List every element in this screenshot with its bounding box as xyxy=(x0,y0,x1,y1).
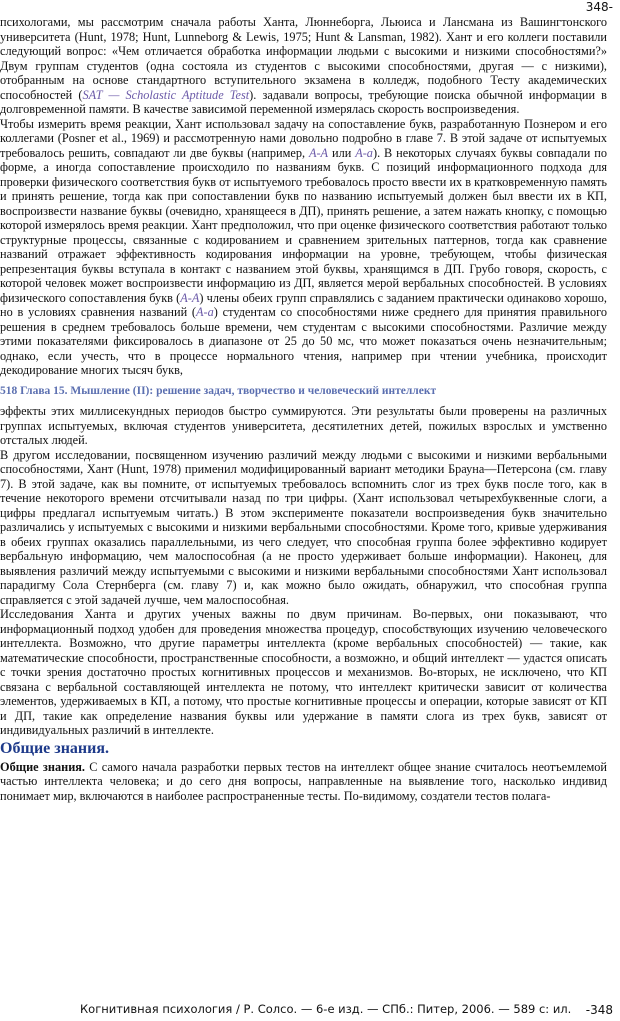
paragraph-2-end: ) студентам со способностями ниже среднего для принятия правильного решения в среднем требовалось больше времени, чем студентам с высокими способностями. Различие между этими показателями фиксировалось в диапазоне от 25 до 50 мс, что может показаться очень незначительным; однако, если учесть, что в процессе нормального чтения, например при чтении учебника, происходит декодирование многих тысяч букв, xyxy=(0,305,607,377)
paragraph-6-text: С самого начала разработки первых тестов на интеллект общее знание считалось неотъемлемой частью интеллекта человека; и до сего дня вопросы, направленные на выявление того, насколько индивид понимает мир, включаются в наиболее распространенные тесты. По-видимому, создатели тестов полага- xyxy=(0,759,607,803)
page-number-bottom: -348 xyxy=(585,1003,613,1017)
chapter-running-header: 518 Глава 15. Мышление (II): решение задач, творчество и человеческий интеллект xyxy=(0,384,437,397)
footer-citation: Когнитивная психология / Р. Солсо. — 6-е изд. — СПб.: Питер, 2006. — 589 с: ил. xyxy=(80,1002,572,1016)
paragraph-2-text: Чтобы измерить время реакции, Хант использовал задачу на сопоставление букв, разработанную Познером и его коллегами (Posner et al., 1969) и рассмотренную нами довольно подробно в главе 7. В этой задаче от испытуемых требовалось решить, совпадают ли две буквы (например, xyxy=(0,116,607,160)
page-number-top: 348- xyxy=(585,0,613,14)
paragraph-1-end: ). задавали вопросы, требующие поиска обычной информации в долговременной памяти. В качестве зависимой переменной измерялась скорость воспроизведения. xyxy=(0,87,607,116)
paragraph-1-text: психологами, мы рассмотрим сначала работы Ханта, Люннеборга, Льюиса и Лансмана из Вашингтонского университета (Hunt, 1978; Hunt, Lunneborg & Lewis, 1975; Hunt & Lansman, 1982). Хант и его коллеги поставили следующий вопрос: «Чем отличается обработка информации людьми с высокими и низкими способностями?» Двум группам студентов (одна состояла из студентов с высокими способностями, другая — с низкими), отобранным на основе стандартного вступительного экзамена в колледж, подобного Тесту академических способностей ( xyxy=(0,15,607,102)
letter-pair-aa: A-A xyxy=(308,145,329,160)
sat-term: SAT — Scholastic Aptitude Test xyxy=(82,87,250,102)
paragraph-2-mid: ). В некоторых случаях буквы совпадали по форме, а иногда сопоставление происходило по названиям букв. С позиций информационного подхода для проверки физического соответствия букв от испытуемого требовалось просто ввести их в кратковременную память и принять решение, тогда как при сопоставлении букв по названию испытуемый должен был ввести их в КП, воспроизвести название буквы (очевидно, хранящееся в ДП), принять решение, а затем нажать кнопку, с помощью которой измерялось время реакции. Хант предположил, что при оценке физического соответствия работают только структурные процессы, связанные с кодированием и сравнением зрительных паттернов, тогда как сравнение названий отражает эффективность кодирования информации на уровне, требующем, чтобы физическая репрезентация буквы вступала в контакт с названием этой буквы, хранящимся в ДП. Грубо говоря, скорость, с которой человек может воспроизвести информацию из ДП, является мерой вербальных способностей. В условиях физического сопоставления букв ( xyxy=(0,145,607,305)
paragraph-6-lead: Общие знания. xyxy=(0,759,86,774)
paragraph-2 xyxy=(0,117,607,378)
letter-pair-aa-lower: A-a xyxy=(355,145,373,160)
paragraph-2-mid2: ) члены обеих групп справлялись с заданием практически одинаково хорошо, но в условиях сравнения названий ( xyxy=(0,290,607,319)
paragraph-4: В другом исследовании, посвященном изучению различий между людьми с высокими и низкими вербальными способностями, Хант (Hunt, 1978) применил модифицированный вариант методики Брауна—Петерсона (см. главу 7). В этой задаче, как вы помните, от испытуемых требовалось вспомнить слог из трех букв после того, как в течение некоторого времени отсчитывали назад по три цифры. (Хант использовал четырехбуквенные слоги, а цифры предлагал испытуемым читать.) В этом эксперименте показатели воспроизведения букв значительно различались у испытуемых с высокими и низкими вербальными способностями. Кроме того, кривые удерживания в обеих группах оказались параллельными, из чего следует, что способная группа более эффективно кодирует вербальную информацию, чем малоспособная (а не просто удерживает больше информации). Наконец, для выявления различий между испытуемыми с высокими и низкими вербальными способностями Хант использовал парадигму Сола Стернберга (см. главу 7) и, как можно было ожидать, обнаружил, что способная группа справляется с этой задачей лучше, чем малоспособная. xyxy=(0,447,607,607)
section-heading: Общие знания. xyxy=(0,739,110,757)
paragraph-3: эффекты этих миллисекундных периодов быстро суммируются. Эти результаты были проверены на различных группах испытуемых, включая студентов университета, десятилетних детей, пожилых взрослых и умственно отсталых людей. xyxy=(0,404,607,447)
letter-pair-aa-lower-2: A-a xyxy=(196,305,214,319)
paragraph-6 xyxy=(0,760,607,804)
paragraph-2-connector: или xyxy=(328,145,356,160)
paragraph-5: Исследования Ханта и других ученых важны по двум причинам. Во-первых, они показывают, что информационный подход удобен для проведения множества процедур, способствующих изучению человеческого интеллекта. Возможно, что другие параметры интеллекта (кроме вербальных способностей) — такие, как математические способности, пространственные способности, а возможно, и общий интеллект — удастся описать с точки зрения достаточно простых когнитивных процессов и механизмов. Во-вторых, не исключено, что КП связана с вербальной составляющей интеллекта не потому, что интеллект критически зависит от количества элементов, удерживаемых в КП, а потому, что простые когнитивные процессы и операции, которые зависят от КП и ДП, такие как определение названия буквы или удержание в памяти слога из трех букв, зависят от индивидуальных различий в интеллекте. xyxy=(0,607,607,737)
paragraph-1 xyxy=(0,15,607,117)
page-content xyxy=(0,15,607,803)
letter-pair-aa-2: A-A xyxy=(180,290,200,305)
